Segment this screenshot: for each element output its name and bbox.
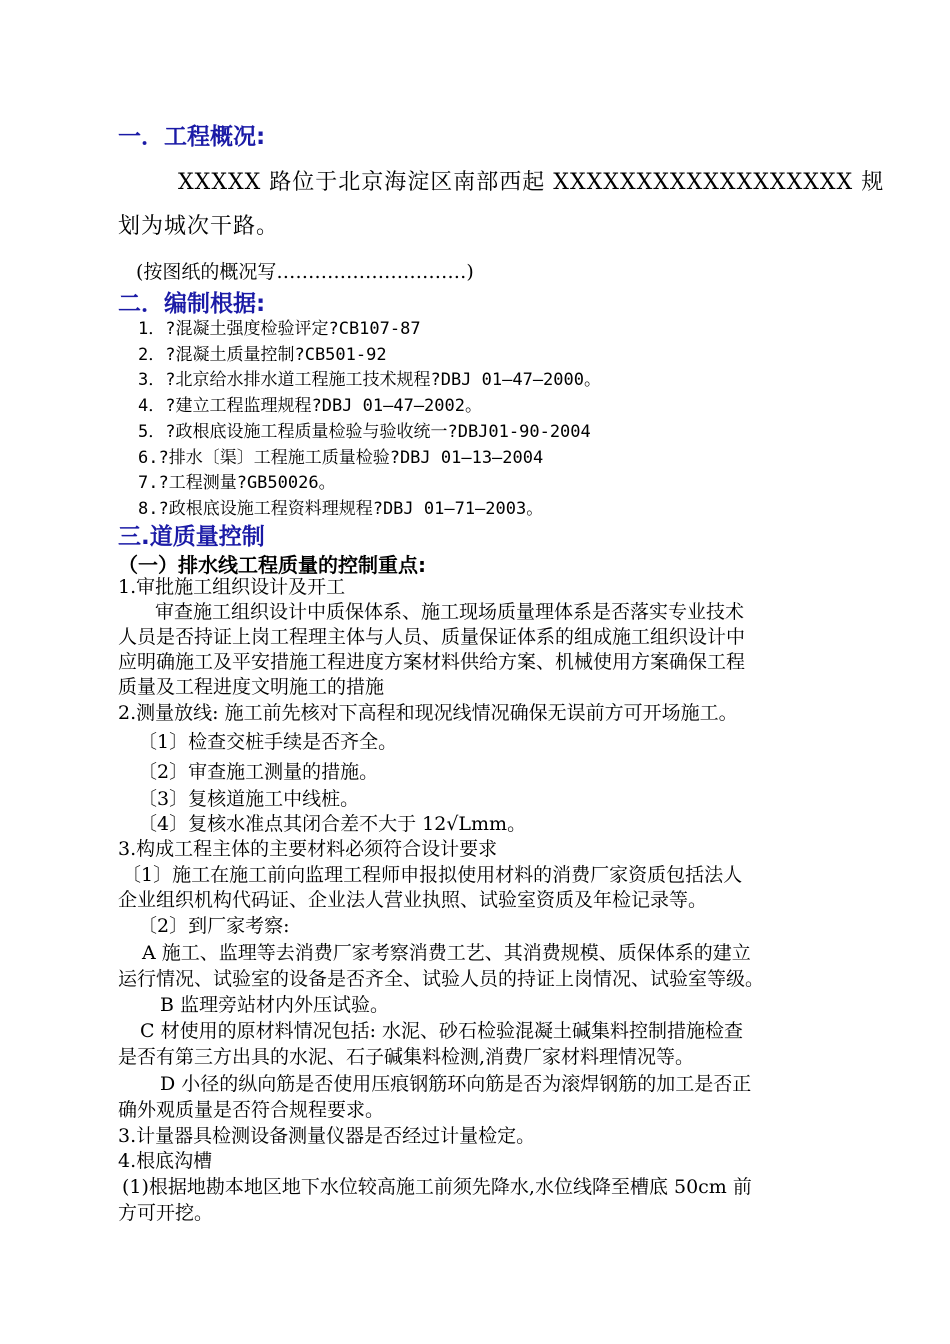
body-line-17: B 监理旁站材内外压试验。 bbox=[160, 994, 390, 1016]
body-line-4: 应明确施工及平安措施工程进度方案材料供给方案、机械使用方案确保工程 bbox=[118, 651, 746, 673]
body-line-12: 〔1〕施工在施工前向监理工程师申报拟使用材料的消费厂家资质包括法人 bbox=[122, 864, 743, 886]
overview-paragraph-line-2: 划为城次干路。 bbox=[118, 214, 280, 239]
basis-item-2: 2．?混凝土质量控制?CB501-92 bbox=[138, 345, 387, 365]
body-line-25: 方可开挖。 bbox=[118, 1202, 214, 1224]
body-line-7: 〔1〕检查交桩手续是否齐全。 bbox=[138, 731, 398, 753]
basis-item-6: 6.?排水〔渠〕工程施工质量检验?DBJ 01—13—2004 bbox=[138, 448, 544, 468]
basis-item-1: 1．?混凝土强度检验评定?CB107-87 bbox=[138, 319, 421, 339]
subheading-drainage-key-points: （一）排水线工程质量的控制重点: bbox=[118, 553, 426, 577]
body-line-8: 〔2〕审查施工测量的措施。 bbox=[138, 761, 379, 783]
overview-paragraph-line-1: XXXXX 路位于北京海淀区南部西起 XXXXXXXXXXXXXXXXXX 规 bbox=[178, 170, 885, 195]
body-line-24: (1)根据地勘本地区地下水位较高施工前须先降水,水位线降至槽底 50cm 前 bbox=[122, 1176, 752, 1198]
body-line-20: D 小径的纵向筋是否使用压痕钢筋环向筋是否为滚焊钢筋的加工是否正 bbox=[160, 1073, 752, 1095]
body-line-21: 确外观质量是否符合规程要求。 bbox=[118, 1099, 385, 1121]
body-line-10: 〔4〕复核水准点其闭合差不大于 12√Lmm。 bbox=[138, 813, 527, 835]
heading-basis: 二．编制根据: bbox=[118, 291, 266, 317]
body-line-5: 质量及工程进度文明施工的措施 bbox=[118, 676, 385, 698]
body-line-2: 审查施工组织设计中质保体系、施工现场质量理体系是否落实专业技术 bbox=[155, 601, 745, 623]
body-line-15: A 施工、监理等去消费厂家考察消费工艺、其消费规模、质保体系的建立 bbox=[142, 942, 751, 964]
body-line-13: 企业组织机构代码证、企业法人营业执照、试验室资质及年检记录等。 bbox=[118, 889, 708, 911]
heading-project-overview: 一．工程概况: bbox=[118, 124, 266, 150]
body-line-9: 〔3〕复核道施工中线桩。 bbox=[138, 788, 360, 810]
body-line-18: C 材使用的原材料情况包括: 水泥、砂石检验混凝土碱集料控制措施检查 bbox=[140, 1020, 744, 1042]
body-line-22: 3.计量器具检测设备测量仪器是否经过计量检定。 bbox=[118, 1125, 536, 1147]
body-line-6: 2.测量放线: 施工前先核对下高程和现况线情况确保无误前方可开场施工。 bbox=[118, 702, 738, 724]
basis-item-7: 7.?工程测量?GB50026。 bbox=[138, 473, 336, 493]
basis-item-5: 5．?政根底设施工程质量检验与验收统一?DBJ01-90-2004 bbox=[138, 422, 591, 442]
body-line-19: 是否有第三方出具的水泥、石子碱集料检测,消费厂家材料理情况等。 bbox=[118, 1046, 695, 1068]
body-line-14: 〔2〕到厂家考察: bbox=[138, 915, 290, 937]
body-line-11: 3.构成工程主体的主要材料必须符合设计要求 bbox=[118, 838, 498, 860]
basis-item-3: 3．?北京给水排水道工程施工技术规程?DBJ 01—47—2000。 bbox=[138, 370, 601, 390]
body-line-23: 4.根底沟槽 bbox=[118, 1150, 213, 1172]
body-line-16: 运行情况、试验室的设备是否齐全、试验人员的持证上岗情况、试验室等级。 bbox=[118, 968, 765, 990]
basis-item-4: 4．?建立工程监理规程?DBJ 01—47—2002。 bbox=[138, 396, 482, 416]
basis-item-8: 8.?政根底设施工程资料理规程?DBJ 01—71—2003。 bbox=[138, 499, 544, 519]
body-line-1: 1.审批施工组织设计及开工 bbox=[118, 576, 346, 598]
overview-note: (按图纸的概况写…………………………) bbox=[136, 261, 474, 283]
heading-quality-control: 三.道质量控制 bbox=[118, 524, 265, 550]
body-line-3: 人员是否持证上岗工程理主体与人员、质量保证体系的组成施工组织设计中 bbox=[118, 626, 746, 648]
